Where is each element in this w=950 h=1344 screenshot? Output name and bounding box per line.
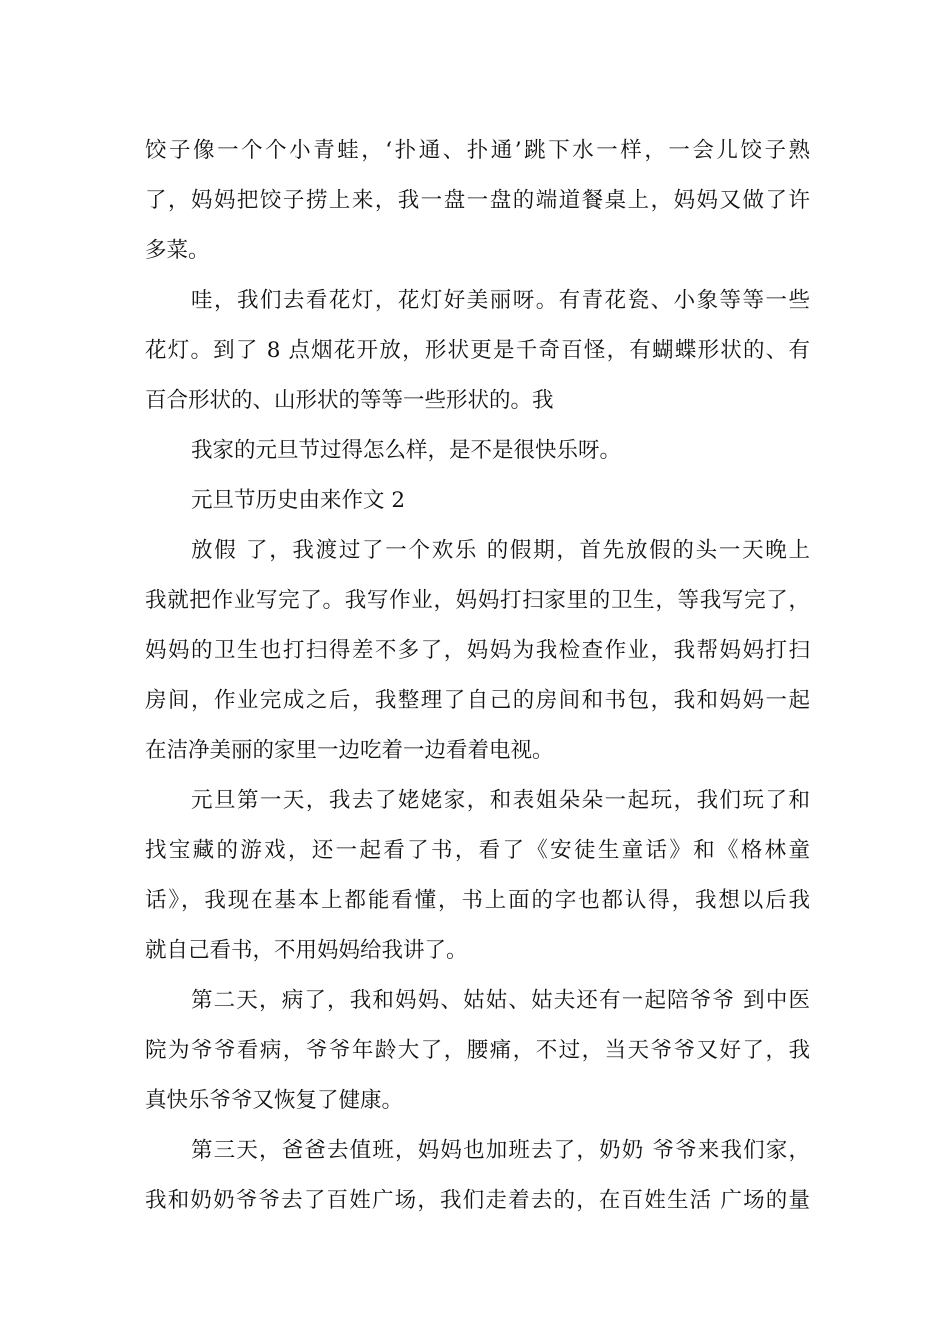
text-line: 放假 了，我渡过了一个欢乐 的假期，首先放假的头一天晚上 <box>191 538 810 563</box>
text-line: 我家的元旦节过得怎么样，是不是很快乐呀。 <box>191 438 622 463</box>
text-line: 房间，作业完成之后，我整理了自己的房间和书包，我和妈妈一起 <box>145 688 810 713</box>
document-body <box>145 126 810 1226</box>
text-line: 在洁净美丽的家里一边吃着一边看着电视。 <box>145 738 554 763</box>
text-line: 真快乐爷爷又恢复了健康。 <box>145 1088 404 1113</box>
text-line: 话》，我现在基本上都能看懂，书上面的字也都认得，我想以后我 <box>145 888 810 913</box>
text-line: 了，妈妈把饺子捞上来，我一盘一盘的端道餐桌上，妈妈又做了许 <box>145 188 810 213</box>
text-line: 我就把作业写完了。我写作业，妈妈打扫家里的卫生，等我写完了， <box>145 588 810 613</box>
text-line: 百合形状的、山形状的等等一些形状的。我 <box>145 388 554 413</box>
text-line: 妈妈的卫生也打扫得差不多了，妈妈为我检查作业，我帮妈妈打扫 <box>145 638 810 663</box>
text-line: 元旦第一天，我去了姥姥家，和表姐朵朵一起玩，我们玩了和 <box>191 788 810 813</box>
text-line: 第三天，爸爸去值班，妈妈也加班去了，奶奶 爷爷来我们家， <box>191 1138 810 1163</box>
section-heading: 元旦节历史由来作文 2 <box>191 488 406 513</box>
text-line: 第二天，病了，我和妈妈、姑姑、姑夫还有一起陪爷爷 到中医 <box>191 988 810 1013</box>
text-line: 我和奶奶爷爷去了百姓广场，我们走着去的，在百姓生活 广场的量 <box>145 1188 810 1213</box>
text-line: 多菜。 <box>145 238 210 263</box>
text-line: 就自己看书，不用妈妈给我讲了。 <box>145 938 468 963</box>
text-line: 哇，我们去看花灯，花灯好美丽呀。有青花瓷、小象等等一些 <box>191 288 810 313</box>
text-line: 找宝藏的游戏，还一起看了书，看了《安徒生童话》和《格林童 <box>145 838 810 863</box>
text-line: 院为爷爷看病，爷爷年龄大了，腰痛，不过，当天爷爷又好了，我 <box>145 1038 810 1063</box>
text-line: 花灯。到了 8 点烟花开放，形状更是千奇百怪，有蝴蝶形状的、有 <box>145 338 810 363</box>
text-line: 饺子像一个个小青蛙，‘扑通、扑通’跳下水一样，一会儿饺子熟 <box>145 138 810 163</box>
